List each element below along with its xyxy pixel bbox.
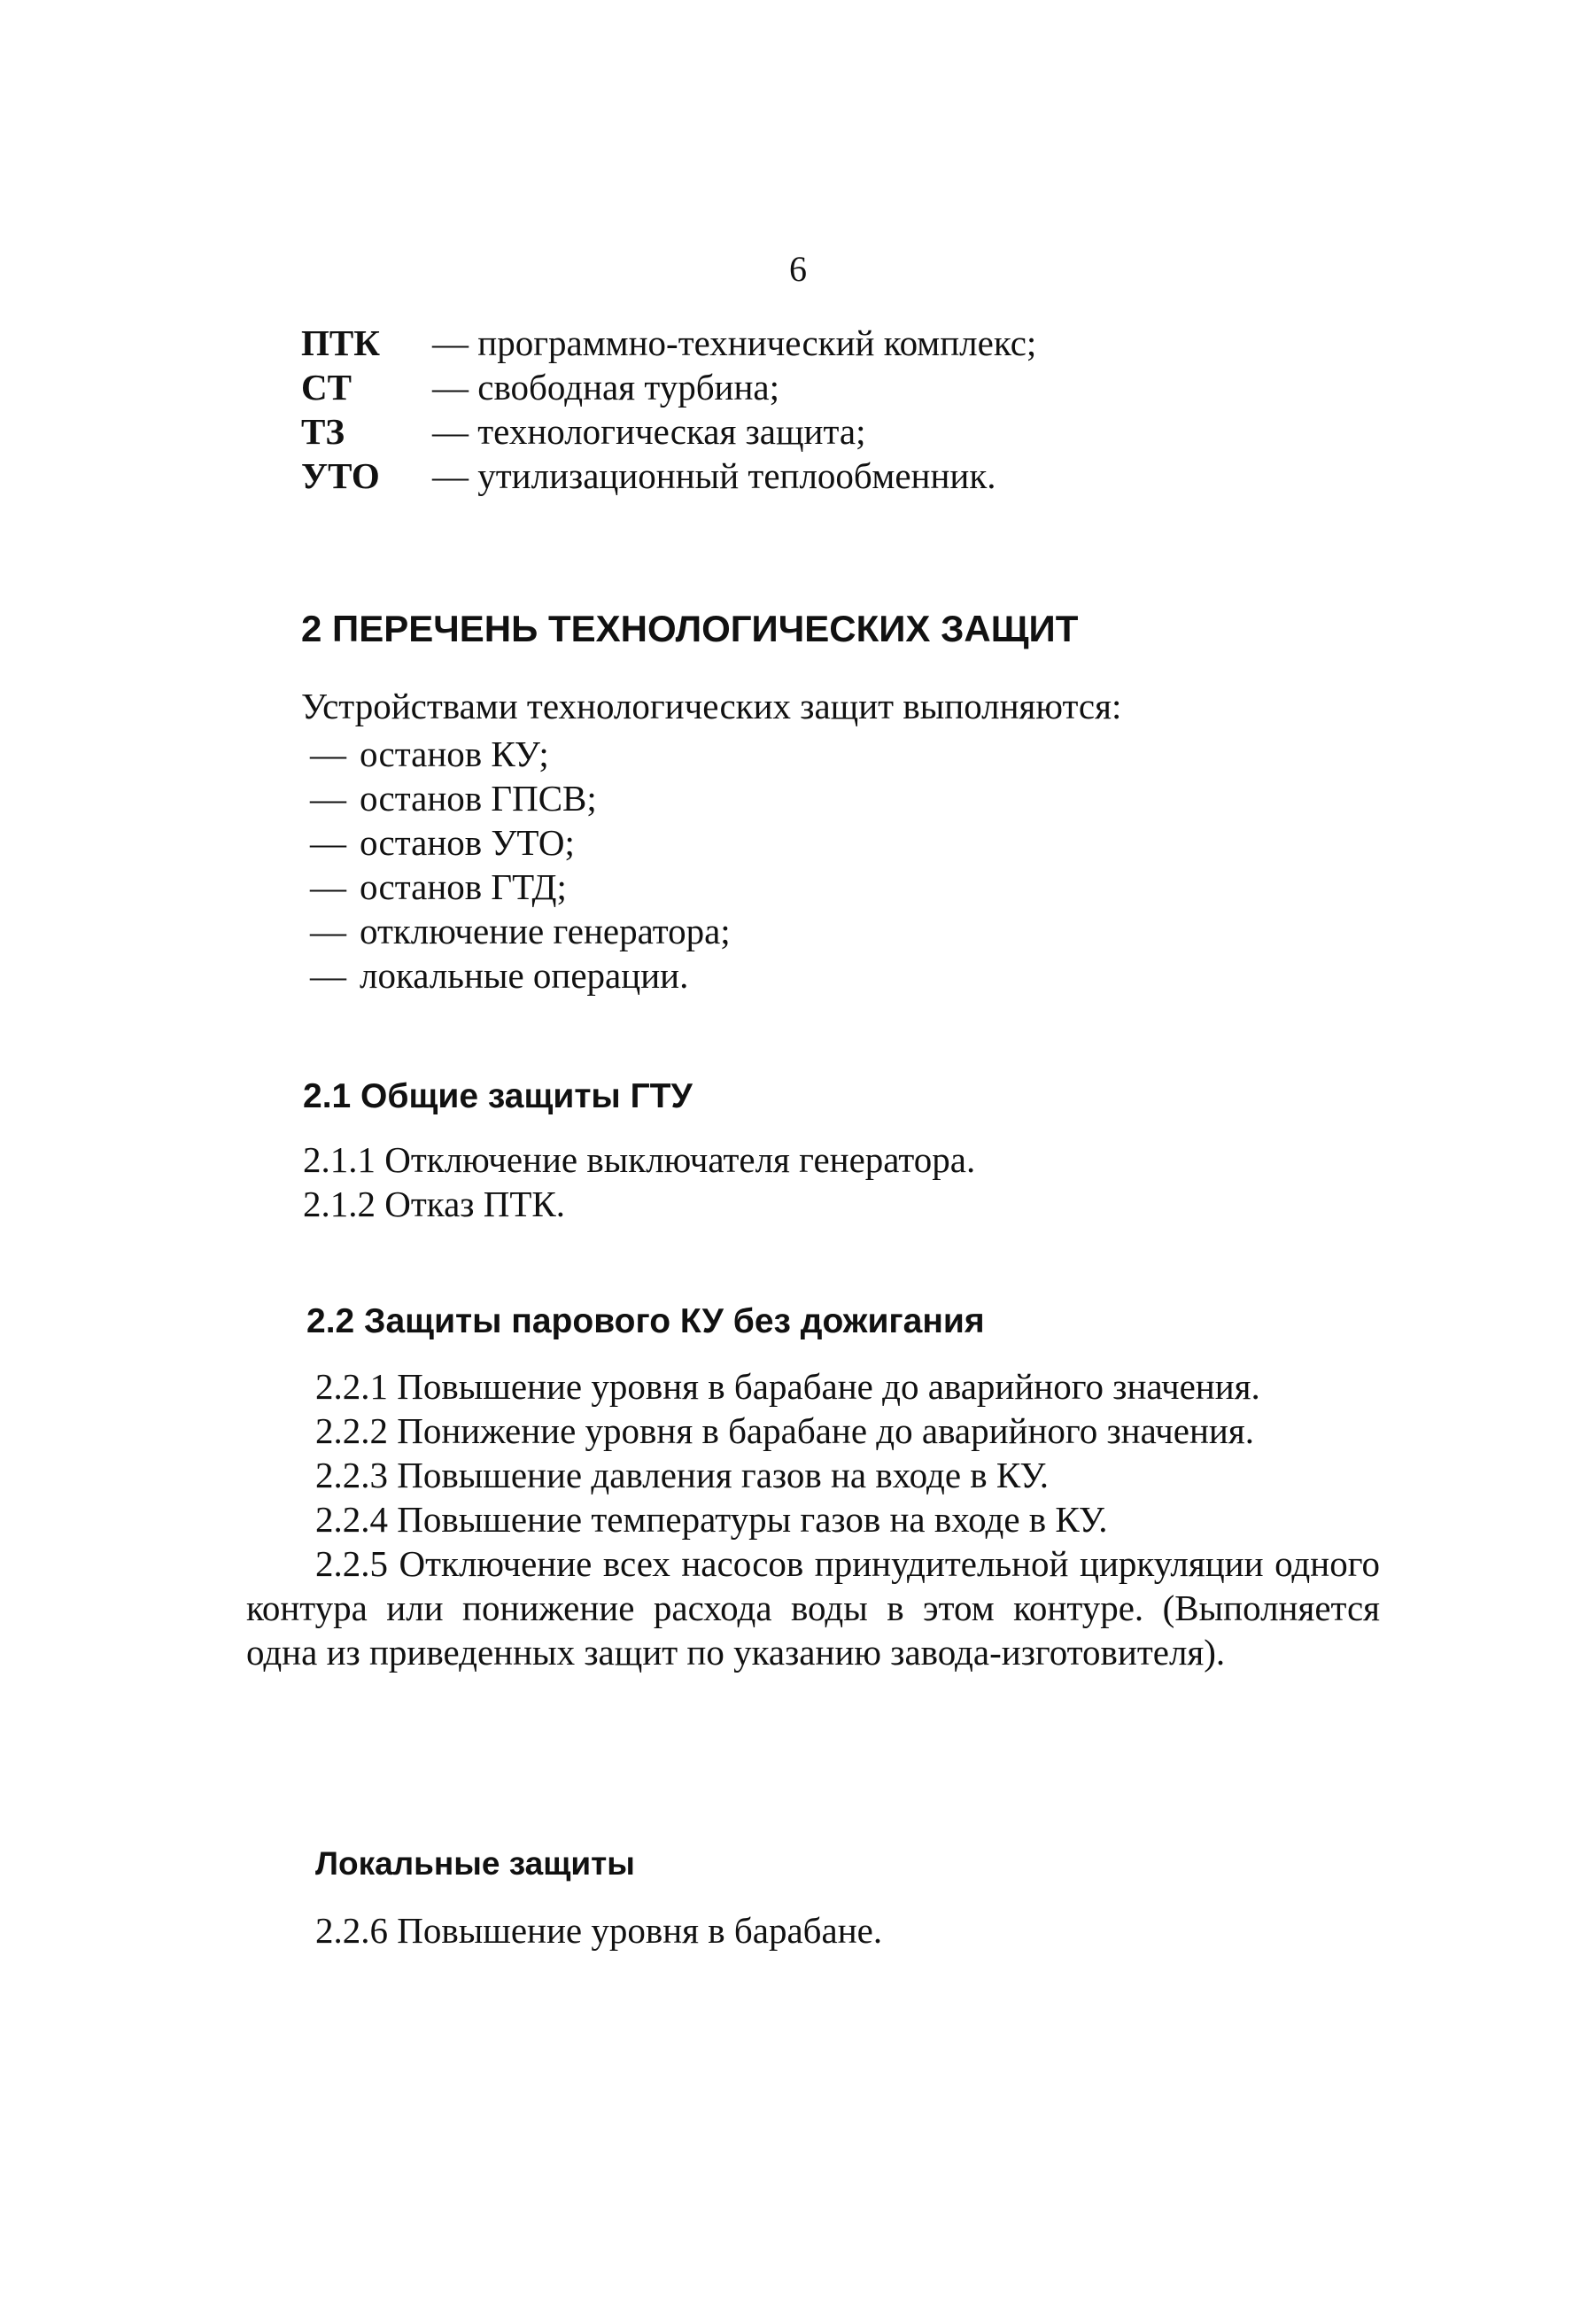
section-2-1-heading: 2.1 Общие защиты ГТУ [303, 1077, 693, 1115]
list-item [310, 820, 731, 865]
clause-2-2-4: 2.2.4 Повышение температуры газов на входе в КУ. [315, 1499, 1108, 1540]
abbreviation-list [301, 321, 1453, 498]
abbreviation-definition: — технологическая защита; [432, 411, 866, 452]
abbreviation-row [301, 321, 1453, 365]
abbreviation-row [301, 365, 1453, 409]
list-item-text: останов ГПСВ; [360, 778, 597, 819]
list-item [310, 953, 731, 998]
dash-marker: — [310, 911, 346, 951]
clause-2-2-2: 2.2.2 Понижение уровня в барабане до аварийного значения. [315, 1410, 1254, 1451]
abbreviation-row [301, 409, 1453, 454]
protection-list [310, 732, 731, 998]
local-protections-heading: Локальные защиты [315, 1845, 635, 1882]
clause-2-2-3: 2.2.3 Повышение давления газов на входе в КУ. [315, 1455, 1050, 1495]
clause-2-2-5: 2.2.5 Отключение всех насосов принудительной циркуляции одного контура или понижение расхода воды в этом контуре. (Выполняется одна из приведенных защит по указанию завода-изготовителя). [246, 1543, 1380, 1673]
dash-marker: — [310, 955, 346, 996]
abbreviation-definition: — свободная турбина; [432, 367, 780, 408]
section-2-1-items [303, 1137, 975, 1226]
dash-marker: — [310, 734, 346, 774]
list-item-text: останов КУ; [360, 734, 549, 774]
page-number: 6 [789, 249, 807, 289]
section-2-heading: 2 ПЕРЕЧЕНЬ ТЕХНОЛОГИЧЕСКИХ ЗАЩИТ [301, 608, 1079, 649]
clause-2-1-2: 2.1.2 Отказ ПТК. [303, 1184, 565, 1224]
abbreviation-definition: — утилизационный теплообменник. [432, 455, 996, 496]
abbreviation-term: УТО [301, 455, 380, 496]
dash-marker: — [310, 866, 346, 907]
clause-2-2-1: 2.2.1 Повышение уровня в барабане до аварийного значения. [315, 1366, 1260, 1407]
list-item-text: локальные операции. [360, 955, 689, 996]
list-item [310, 865, 731, 909]
list-item-text: останов ГТД; [360, 866, 567, 907]
abbreviation-term: СТ [301, 367, 352, 408]
list-item [310, 776, 731, 820]
abbreviation-term: ПТК [301, 322, 380, 363]
list-item [310, 732, 731, 776]
dash-marker: — [310, 822, 346, 863]
dash-marker: — [310, 778, 346, 819]
abbreviation-term: ТЗ [301, 411, 345, 452]
abbreviation-definition: — программно-технический комплекс; [432, 322, 1037, 363]
abbreviation-row [301, 454, 1453, 498]
clause-2-1-1: 2.1.1 Отключение выключателя генератора. [303, 1139, 976, 1180]
list-item-text: останов УТО; [360, 822, 575, 863]
section-2-intro: Устройствами технологических защит выполняются: [301, 686, 1122, 726]
clause-2-2-6: 2.2.6 Повышение уровня в барабане. [315, 1910, 883, 1951]
list-item [310, 909, 731, 953]
local-protections-items [315, 1908, 882, 1953]
section-2-2-heading: 2.2 Защиты парового КУ без дожигания [306, 1302, 985, 1340]
section-2-2-items [246, 1364, 1380, 1674]
list-item-text: отключение генератора; [360, 911, 731, 951]
